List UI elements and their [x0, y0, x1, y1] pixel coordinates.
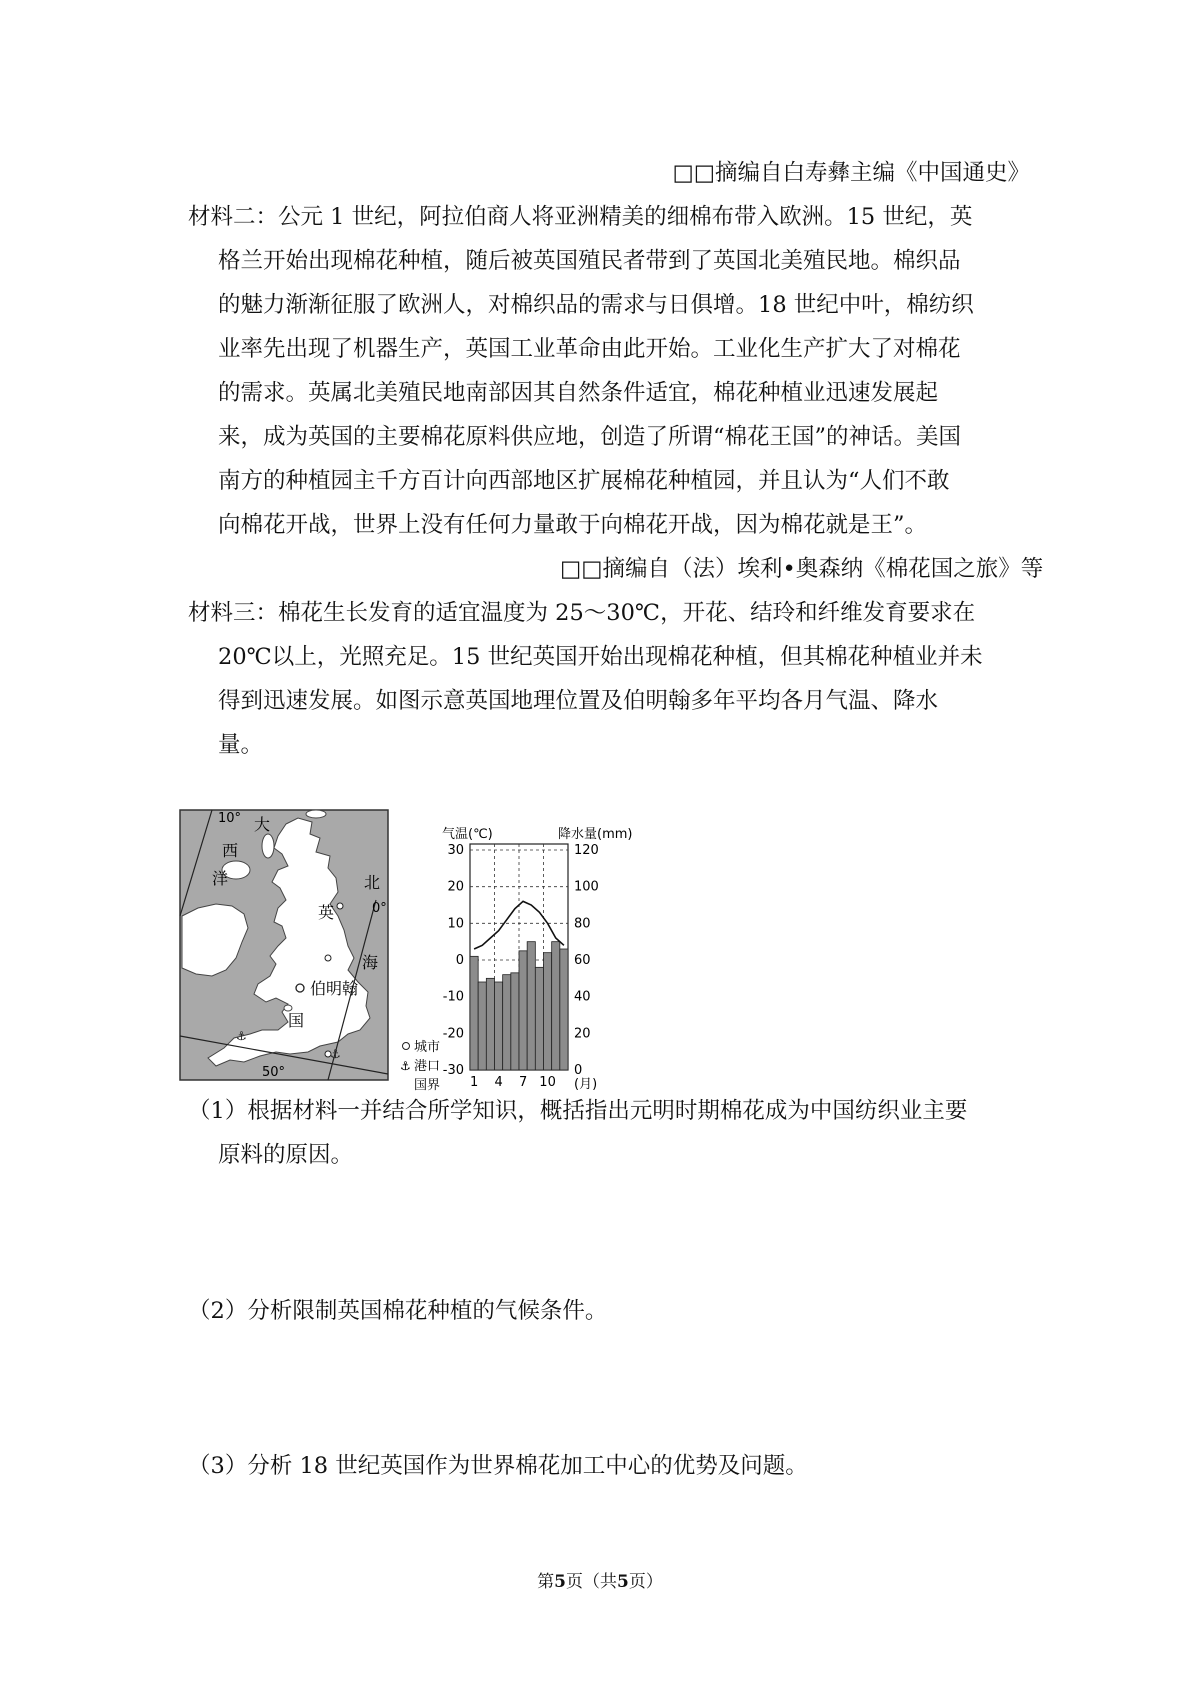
material2-line: 格兰开始出现棉花种植，随后被英国殖民者带到了英国北美殖民地。棉织品: [218, 248, 961, 274]
precipitation-bar: [470, 956, 478, 1070]
label-uk: 英: [318, 903, 335, 922]
precipitation-bar: [478, 982, 486, 1070]
x-tick-label: 10: [539, 1075, 556, 1090]
right-tick-label: 60: [574, 953, 591, 968]
uk-map: [180, 810, 388, 1080]
precipitation-bar: [519, 951, 527, 1070]
material2-line: 的需求。英属北美殖民地南部因其自然条件适宜，棉花种植业迅速发展起: [218, 380, 939, 406]
birmingham-city-marker: [296, 984, 304, 992]
precipitation-bar: [560, 949, 568, 1070]
label-lon0: 0°: [372, 901, 387, 916]
left-tick-label: 10: [447, 916, 464, 932]
figure: [178, 808, 1088, 1093]
left-tick-label: 30: [447, 843, 464, 858]
city-marker: [337, 903, 343, 909]
material2-line: 南方的种植园主千方百计向西部地区扩展棉花种植园，并且认为“人们不敢: [218, 468, 950, 494]
material3-line: 得到迅速发展。如图示意英国地理位置及伯明翰多年平均各月气温、降水: [218, 688, 939, 714]
legend-city: 城市: [414, 1040, 441, 1055]
x-axis-unit: (月): [574, 1077, 598, 1092]
right-axis-title: 降水量(mm): [558, 827, 633, 842]
label-atlantic: 西: [222, 841, 239, 860]
question-3: （3）分析 18 世纪英国作为世界棉花加工中心的优势及问题。: [188, 1453, 808, 1479]
legend-border: 国界: [414, 1078, 441, 1093]
material3-line: 量。: [218, 732, 264, 758]
precipitation-bar: [527, 942, 535, 1070]
material3-line: 20℃以上，光照充足。15 世纪英国开始出现棉花种植，但其棉花种植业并未: [218, 644, 983, 670]
island: [262, 834, 274, 858]
left-tick-label: -10: [442, 989, 464, 1005]
map-legend: [400, 1040, 440, 1093]
material2-line: 的魅力渐渐征服了欧洲人，对棉织品的需求与日俱增。18 世纪中叶，棉纺织: [218, 292, 974, 318]
label-birmingham: 伯明翰: [310, 979, 359, 998]
right-tick-label: 40: [574, 989, 591, 1005]
precipitation-bar: [486, 978, 494, 1070]
right-tick-label: 120: [574, 843, 599, 858]
right-tick-label: 20: [574, 1026, 591, 1042]
label-north-sea: 海: [362, 953, 379, 972]
precipitation-bar: [511, 973, 519, 1070]
page-footer: [0, 1571, 1200, 1593]
label-north-sea: 北: [364, 873, 381, 892]
precipitation-bar: [503, 975, 511, 1070]
port-icon: ⚓: [330, 1047, 341, 1061]
material2-line: 材料二：公元 1 世纪，阿拉伯商人将亚洲精美的细棉布带入欧洲。15 世纪，英: [188, 204, 973, 230]
label-atlantic: 大: [254, 815, 271, 834]
left-tick-label: 20: [447, 879, 464, 895]
left-axis-title: 气温(℃): [442, 827, 493, 842]
precipitation-bar: [495, 982, 503, 1070]
precipitation-bar: [535, 967, 543, 1070]
question-2: （2）分析限制英国棉花种植的气候条件。: [188, 1298, 608, 1324]
legend-port-icon: ⚓: [400, 1059, 411, 1073]
island: [306, 810, 326, 818]
left-tick-label: -30: [442, 1063, 464, 1078]
precipitation-bar: [552, 942, 560, 1070]
climate-chart: [442, 826, 632, 1092]
x-tick-label: 1: [469, 1075, 479, 1090]
label-lat50: 50°: [262, 1065, 286, 1080]
source-1: □□摘编自白寿彝主编《中国通史》: [672, 160, 1030, 186]
material3-line: 材料三：棉花生长发育的适宜温度为 25～30℃，开花、结玲和纤维发育要求在: [188, 600, 976, 626]
question-1: （1）根据材料一并结合所学知识，概括指出元明时期棉花成为中国纺织业主要: [188, 1098, 968, 1124]
x-tick-label: 4: [494, 1075, 503, 1090]
footer-middle: 页（共: [566, 1572, 617, 1592]
right-tick-label: 0: [574, 1063, 583, 1078]
x-tick-label: 7: [518, 1075, 528, 1090]
legend-port: 港口: [414, 1059, 441, 1074]
footer-page: 5: [554, 1572, 566, 1592]
right-tick-label: 100: [574, 879, 599, 895]
footer-prefix: 第: [537, 1572, 555, 1592]
precipitation-bar: [544, 953, 552, 1070]
source-2: □□摘编自（法）埃利•奥森纳《棉花国之旅》等: [560, 556, 1044, 582]
right-tick-label: 80: [574, 916, 591, 932]
material2-line: 向棉花开战，世界上没有任何力量敢于向棉花开战，因为棉花就是王”。: [218, 512, 928, 538]
footer-suffix: 页）: [628, 1572, 663, 1592]
material2-line: 业率先出现了机器生产，英国工业革命由此开始。工业化生产扩大了对棉花: [218, 336, 961, 362]
label-atlantic: 洋: [212, 869, 229, 888]
label-uk: 国: [288, 1011, 305, 1030]
city-marker: [325, 955, 331, 961]
port-icon: ⚓: [236, 1029, 247, 1043]
label-lon10: 10°: [218, 811, 242, 826]
left-tick-label: 0: [455, 953, 464, 968]
question-1-cont: 原料的原因。: [218, 1142, 354, 1168]
left-tick-label: -20: [442, 1026, 464, 1042]
material2-line: 来，成为英国的主要棉花原料供应地，创造了所谓“棉花王国”的神话。美国: [218, 424, 962, 450]
footer-total: 5: [617, 1572, 629, 1592]
